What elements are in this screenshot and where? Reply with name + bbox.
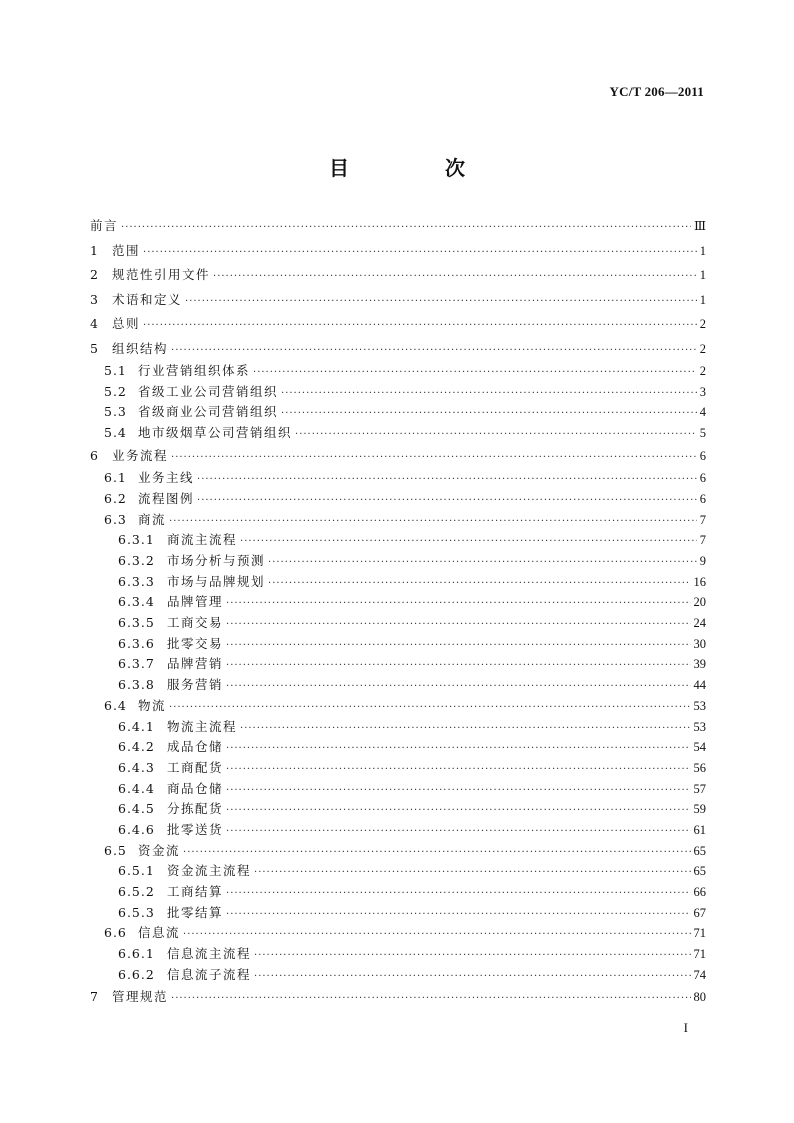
toc-dot-leader [226,677,690,698]
toc-entry-title: 批零结算 [167,904,224,920]
toc-dot-leader [268,553,697,574]
toc-entry-page: 71 [693,947,706,962]
toc-dot-leader [197,470,697,491]
toc-entry-title: 业务主线 [138,470,195,486]
toc-entry[interactable] [90,592,706,613]
toc-entry[interactable] [90,288,706,313]
toc-entry-number: 6.4.6 [118,821,155,837]
toc-entry-number: 6.3.4 [118,594,155,610]
toc-entry[interactable] [90,717,706,738]
toc-entry-number: 3 [90,291,99,307]
toc-entry-page: 20 [693,595,706,610]
toc-entry-page: 30 [693,636,706,651]
toc-dot-leader [226,801,690,822]
toc-entry-number: 6.4 [104,697,127,713]
toc-entry-page: 9 [699,554,706,568]
toc-entry-number: 2 [90,267,99,282]
toc-dot-leader [169,698,690,719]
toc-entry-title: 批零送货 [167,821,224,837]
toc-dot-leader [226,594,690,615]
toc-entry-page: 4 [699,405,706,420]
toc-entry-number: 6.5.1 [118,863,155,879]
toc-entry-number: 6.6 [104,925,127,941]
toc-entry-number: 6.4.4 [118,780,155,796]
toc-dot-leader [143,241,697,266]
toc-entry[interactable] [90,402,706,423]
toc-dot-leader [171,446,697,471]
toc-entry-page: 53 [693,698,706,713]
toc-entry[interactable] [90,737,706,758]
toc-entry-page: 57 [693,781,706,796]
toc-entry[interactable] [90,861,706,882]
toc-entry-title: 商流主流程 [167,532,238,548]
toc-entry-page: 74 [693,967,706,982]
toc-entry-title: 组织结构 [112,340,169,356]
toc-entry-title: 规范性引用文件 [112,267,211,282]
toc-entry-number: 5 [90,340,99,356]
toc-entry-page: 56 [693,760,706,775]
toc-entry[interactable] [90,468,706,489]
toc-dot-leader [226,884,690,905]
toc-dot-leader [183,843,690,864]
toc-entry-title: 资金流主流程 [167,863,252,879]
toc-entry[interactable] [90,758,706,779]
page-title: 目 次 [329,156,503,180]
toc-dot-leader [226,760,690,781]
toc-dot-leader [254,863,690,884]
toc-dot-leader [197,491,697,512]
toc-entry-page: 54 [693,740,706,755]
toc-entry-number: 6.6.1 [118,946,155,962]
table-of-contents [90,214,706,1010]
toc-entry-page: 44 [693,678,706,693]
toc-entry-page: 3 [699,384,706,399]
toc-entry-number: 5.4 [104,425,127,441]
toc-entry-title: 流程图例 [138,490,195,506]
toc-entry-title: 资金流 [138,842,181,858]
toc-entry-number: 6.3.3 [118,573,155,589]
toc-entry-number: 4 [90,316,99,331]
toc-entry[interactable] [90,613,706,634]
toc-entry-number: 6.3.8 [118,677,155,693]
toc-entry[interactable] [90,985,706,1010]
toc-dot-leader [295,425,697,446]
toc-entry[interactable] [90,444,706,469]
toc-entry-page: 71 [693,926,706,941]
toc-entry-page: 16 [693,574,706,589]
toc-entry-title: 市场分析与预测 [167,553,266,568]
toc-entry-title: 信息流主流程 [167,946,252,962]
toc-entry-number: 6.5.3 [118,904,155,920]
toc-entry-number: 6.4.1 [118,718,155,734]
toc-dot-leader [226,656,690,677]
toc-entry-page: 39 [693,657,706,672]
toc-entry-title: 物流 [138,697,167,713]
toc-entry[interactable] [90,312,706,337]
toc-dot-leader [183,925,690,946]
toc-entry-title: 省级工业公司营销组织 [138,383,279,399]
toc-entry[interactable] [90,634,706,655]
toc-entry[interactable] [90,944,706,965]
toc-entry[interactable] [90,820,706,841]
toc-entry-page: 1 [699,292,706,307]
toc-entry[interactable] [90,779,706,800]
toc-dot-leader [121,216,691,241]
toc-dot-leader [171,987,690,1012]
toc-entry-page: 7 [699,533,706,548]
toc-entry-page: 67 [693,905,706,920]
toc-entry-number: 6.5 [104,842,127,858]
toc-entry[interactable] [90,903,706,924]
toc-entry-title: 地市级烟草公司营销组织 [138,425,293,441]
toc-dot-leader [253,363,697,384]
toc-entry-page: 2 [699,341,706,356]
toc-entry-number: 6.3 [104,511,127,527]
toc-entry[interactable] [90,382,706,403]
toc-entry-page: 65 [693,843,706,858]
toc-entry-number: 6.3.7 [118,656,155,672]
toc-entry[interactable] [90,654,706,675]
toc-entry-page: 5 [699,426,706,441]
toc-entry-title: 品牌管理 [167,594,224,610]
toc-entry-number: 5.2 [104,383,127,399]
toc-entry-title: 省级商业公司营销组织 [138,404,279,420]
toc-entry-page: 61 [693,822,706,837]
toc-entry-number: 6.3.2 [118,553,155,568]
toc-dot-leader [254,946,690,967]
toc-entry-page: 65 [693,864,706,879]
toc-entry-page: 24 [693,616,706,631]
toc-entry[interactable] [90,214,706,239]
toc-entry-number: 5.1 [104,363,127,378]
toc-entry-page: 66 [693,885,706,899]
toc-dot-leader [226,781,690,802]
toc-entry-title: 行业营销组织体系 [138,363,251,378]
toc-entry-page: 59 [693,802,706,817]
toc-entry[interactable] [90,510,706,531]
toc-entry-title: 工商交易 [167,615,224,631]
toc-entry-title: 工商结算 [167,884,224,899]
toc-entry-page: 80 [693,990,706,1005]
toc-dot-leader [169,512,697,533]
toc-entry[interactable] [90,696,706,717]
toc-entry[interactable] [90,799,706,820]
toc-entry[interactable] [90,841,706,862]
toc-entry-title: 信息流子流程 [167,966,252,982]
toc-entry-title: 市场与品牌规划 [167,573,266,589]
toc-entry-title: 术语和定义 [112,291,183,307]
toc-dot-leader [226,822,690,843]
toc-entry-number: 6.3.1 [118,532,155,548]
toc-entry[interactable] [90,423,706,444]
toc-entry-page: 6 [699,491,706,506]
toc-dot-leader [226,905,690,926]
toc-entry[interactable] [90,361,706,382]
toc-entry[interactable] [90,263,706,288]
toc-entry-page: 2 [699,317,706,331]
toc-entry-number: 5.3 [104,404,127,420]
toc-entry[interactable] [90,551,706,572]
toc-dot-leader [254,967,690,988]
toc-entry-number: 6.2 [104,490,127,506]
toc-entry-title: 物流主流程 [167,718,238,734]
toc-entry-number: 6.3.5 [118,615,155,631]
toc-entry-number: 6.4.3 [118,759,155,775]
toc-dot-leader [143,314,697,339]
toc-dot-leader [281,404,697,425]
toc-entry-number: 6.4.5 [118,801,155,817]
toc-entry-title: 前言 [90,218,119,233]
toc-entry-number: 6.5.2 [118,884,155,899]
toc-dot-leader [185,290,697,315]
toc-entry-title: 成品仓储 [167,739,224,755]
standard-code: YC/T 206—2011 [609,84,704,99]
toc-entry-page: 7 [699,512,706,527]
toc-entry-title: 管理规范 [112,989,169,1005]
toc-entry-title: 范围 [112,242,141,258]
toc-entry[interactable] [90,239,706,264]
toc-entry-number: 1 [90,242,99,258]
toc-entry-number: 6.1 [104,470,127,486]
toc-entry-page: 1 [699,243,706,258]
toc-entry-page: 1 [699,268,706,282]
toc-entry-title: 工商配货 [167,759,224,775]
toc-dot-leader [226,636,690,657]
toc-entry-title: 分拣配货 [167,801,224,817]
footer-page-number: I [683,1020,688,1035]
toc-entry-page: 2 [699,364,706,378]
toc-entry-number: 6.3.6 [118,635,155,651]
toc-entry-title: 总则 [112,316,141,331]
toc-entry-number: 6.6.2 [118,966,155,982]
toc-entry-number: 6 [90,447,99,463]
toc-dot-leader [281,384,697,405]
toc-entry[interactable] [90,530,706,551]
toc-entry-number: 7 [90,989,99,1005]
toc-entry[interactable] [90,675,706,696]
toc-entry-title: 品牌营销 [167,656,224,672]
toc-entry[interactable] [90,965,706,986]
toc-entry-page: 6 [699,448,706,463]
toc-entry-title: 服务营销 [167,677,224,693]
toc-dot-leader [226,615,690,636]
toc-entry-title: 业务流程 [112,447,169,463]
toc-entry-number: 6.4.2 [118,739,155,755]
toc-dot-leader [213,265,697,290]
toc-entry[interactable] [90,882,706,903]
toc-entry-title: 商流 [138,511,167,527]
toc-dot-leader [240,532,697,553]
toc-entry-title: 批零交易 [167,635,224,651]
toc-entry-page: Ⅲ [693,219,706,233]
toc-entry-page: 53 [693,719,706,734]
toc-entry[interactable] [90,572,706,593]
toc-entry[interactable] [90,337,706,362]
toc-entry[interactable] [90,489,706,510]
toc-dot-leader [226,739,690,760]
toc-dot-leader [268,574,690,595]
toc-dot-leader [171,339,697,364]
toc-entry-title: 商品仓储 [167,780,224,796]
toc-entry-title: 信息流 [138,925,181,941]
toc-entry-page: 6 [699,471,706,486]
toc-entry[interactable] [90,923,706,944]
toc-dot-leader [240,719,690,740]
